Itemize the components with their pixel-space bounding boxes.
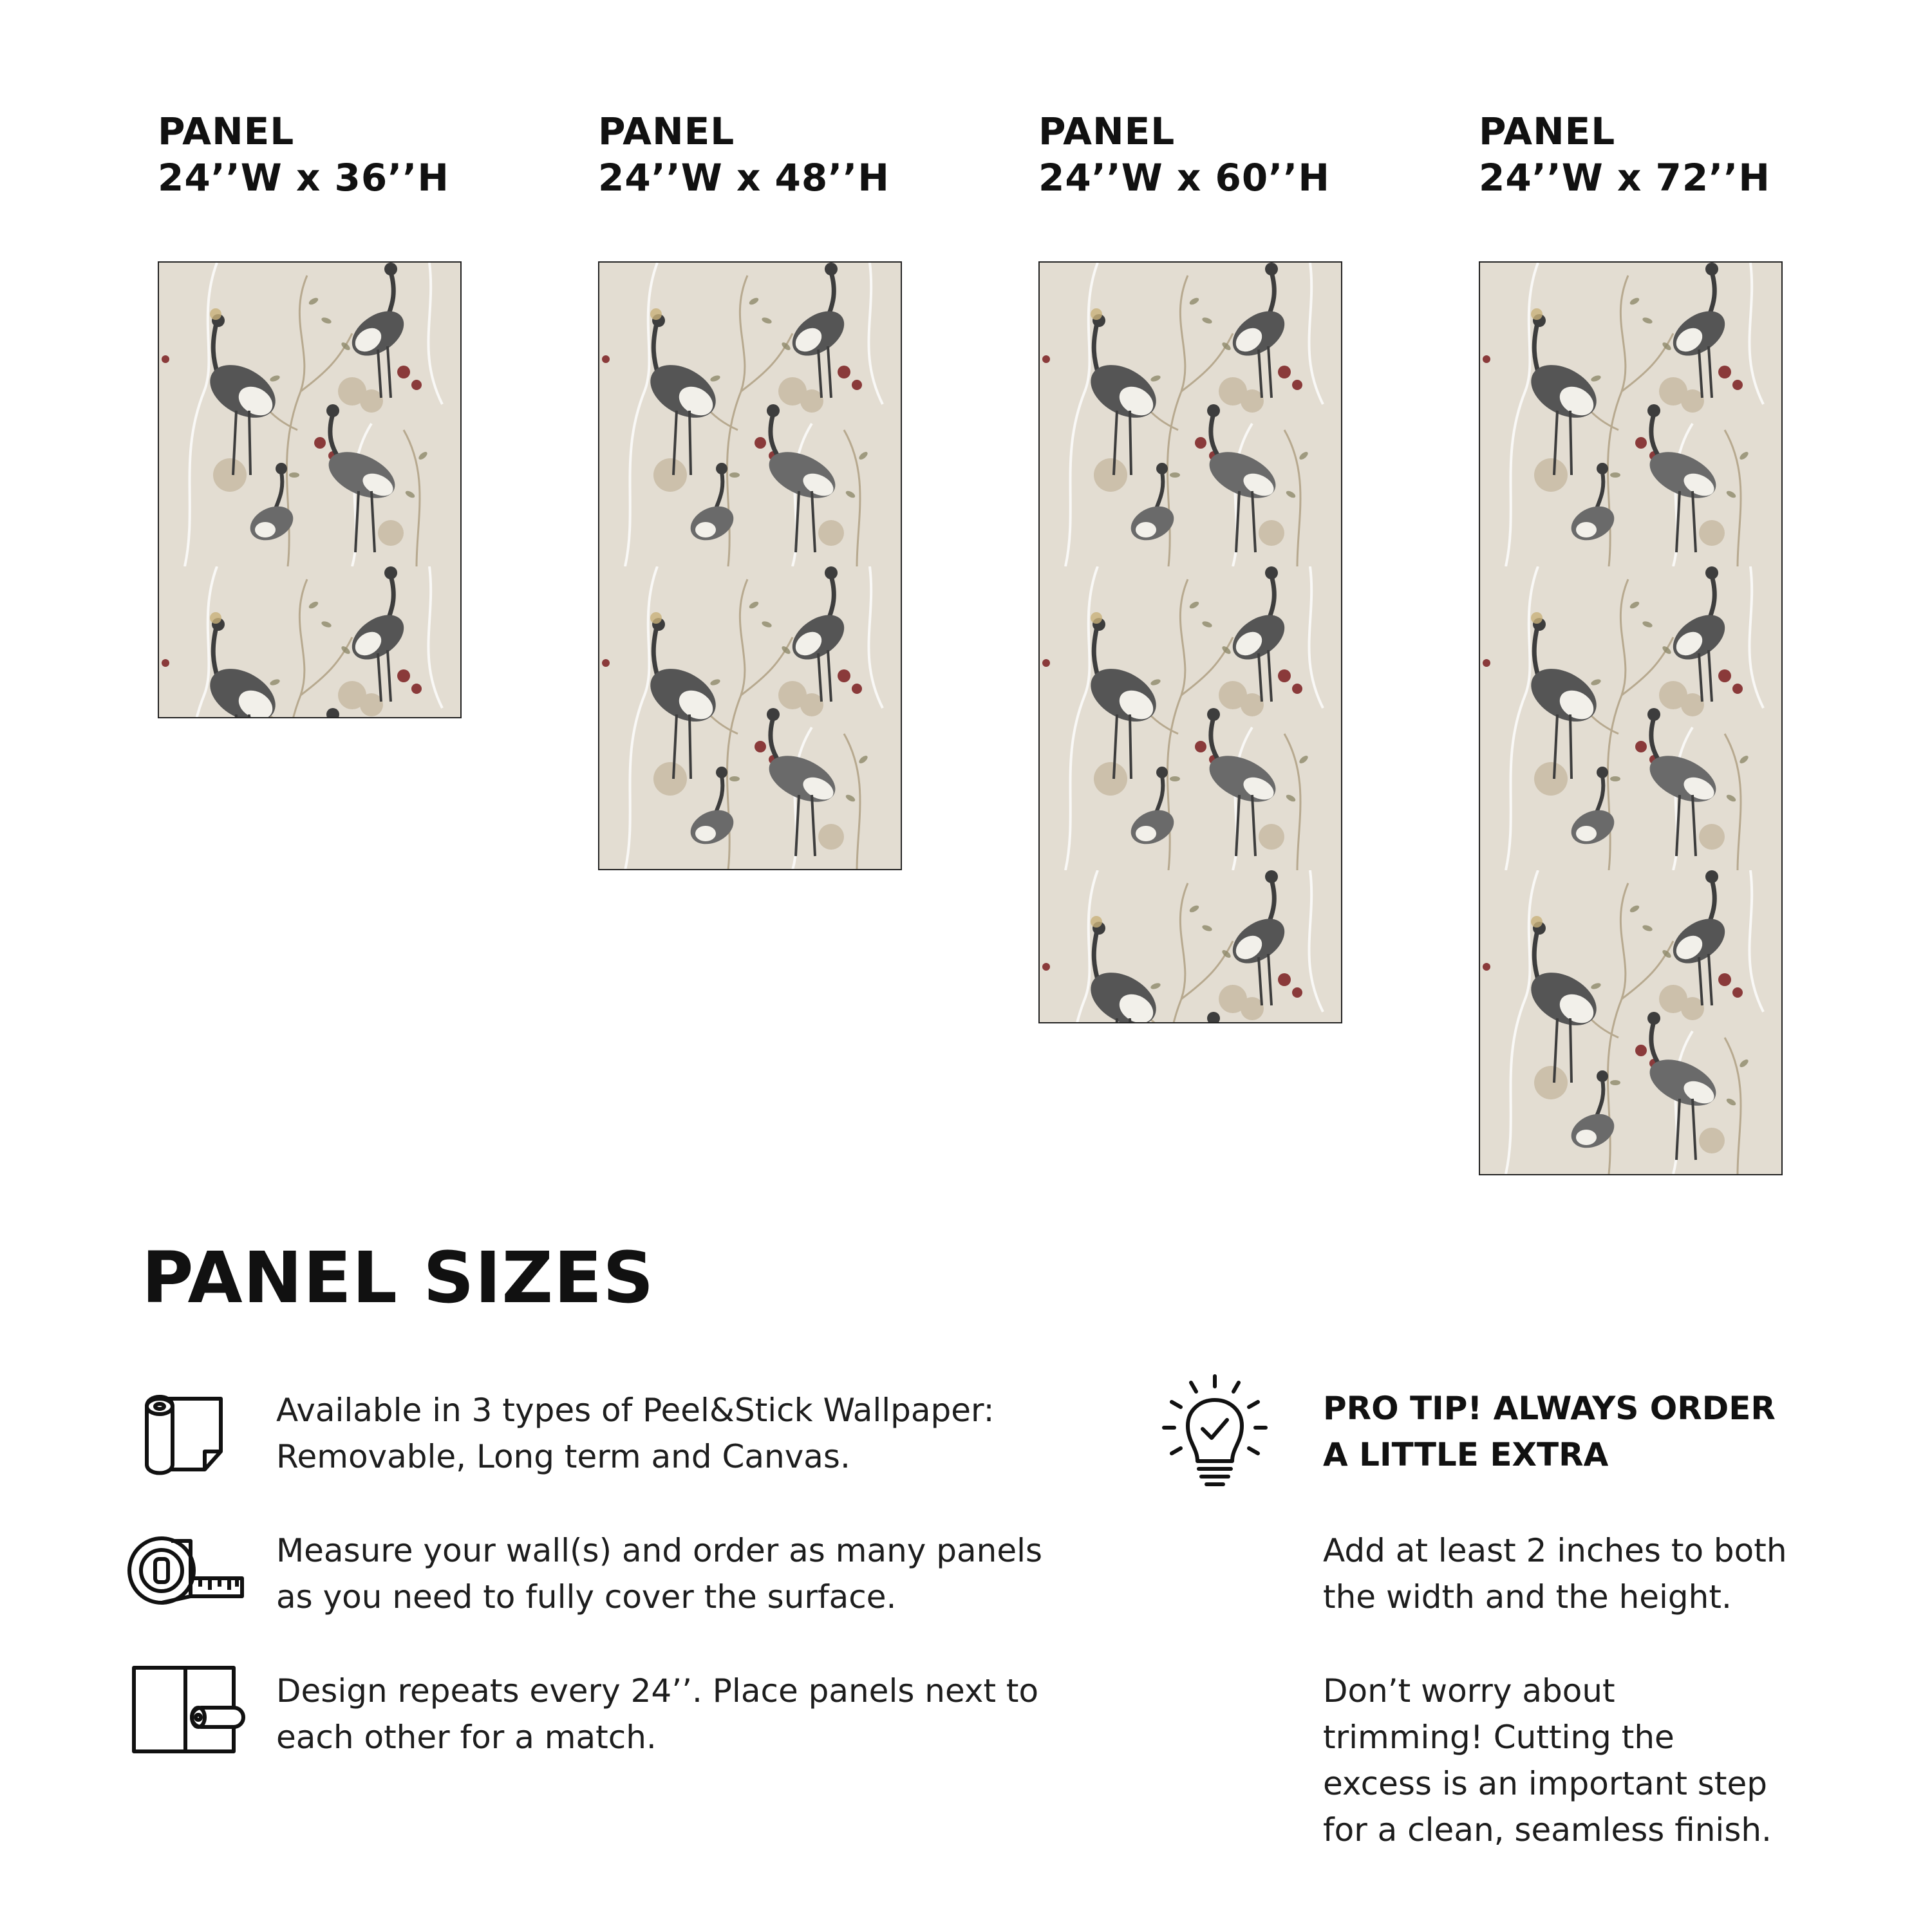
crane-pattern-image [599,263,901,869]
panel-preview-36 [158,261,462,718]
panel-label-size: 24’’W x 60’’H [1038,156,1330,200]
crane-pattern-image [159,263,460,717]
panel-preview-72 [1479,261,1783,1175]
crane-pattern-image [1480,263,1781,1174]
tip-line: Don’t worry about [1323,1672,1615,1710]
feature-line: Measure your wall(s) and order as many panels [276,1532,1043,1569]
tip-title [1323,1385,1776,1478]
tip-title-line: PRO TIP! ALWAYS ORDER [1323,1390,1776,1427]
feature-line: as you need to fully cover the surface. [276,1578,897,1616]
panel-label-size: 24’’W x 36’’H [158,156,449,200]
panel-label-size: 24’’W x 48’’H [598,156,890,200]
tip-title-line: A LITTLE EXTRA [1323,1436,1609,1473]
lightbulb-check-icon [1159,1371,1271,1490]
panel-label-72 [1479,108,1770,201]
feature-line: each other for a match. [276,1719,657,1756]
section-title: PANEL SIZES [142,1236,655,1319]
tip-text-trimming [1323,1668,1772,1853]
feature-line: Design repeats every 24’’. Place panels next to [276,1672,1039,1710]
feature-text-measure [276,1527,1042,1620]
panel-label-title: PANEL [1038,109,1176,153]
panel-roll-icon [131,1663,247,1756]
panel-label-size: 24’’W x 72’’H [1479,156,1770,200]
panel-label-title: PANEL [1479,109,1616,153]
feature-line: Available in 3 types of Peel&Stick Wallpaper: [276,1392,995,1429]
panel-label-60 [1038,108,1330,201]
feature-line: Removable, Long term and Canvas. [276,1438,850,1475]
wallpaper-roll-icon [134,1387,224,1477]
panel-label-36 [158,108,449,201]
panel-label-title: PANEL [158,109,295,153]
feature-text-repeat [276,1668,1038,1760]
tip-line: trimming! Cutting the [1323,1719,1674,1756]
panel-preview-48 [598,261,902,870]
panel-label-title: PANEL [598,109,735,153]
tip-text-extra [1323,1527,1787,1620]
feature-text-types [276,1387,995,1480]
panel-preview-60 [1038,261,1342,1023]
tip-line: excess is an important step [1323,1765,1767,1802]
tip-line: the width and the height. [1323,1578,1732,1616]
tape-measure-icon [126,1532,245,1609]
crane-pattern-image [1040,263,1341,1022]
tip-line: for a clean, seamless finish. [1323,1811,1772,1849]
tip-line: Add at least 2 inches to both [1323,1532,1787,1569]
panel-label-48 [598,108,890,201]
